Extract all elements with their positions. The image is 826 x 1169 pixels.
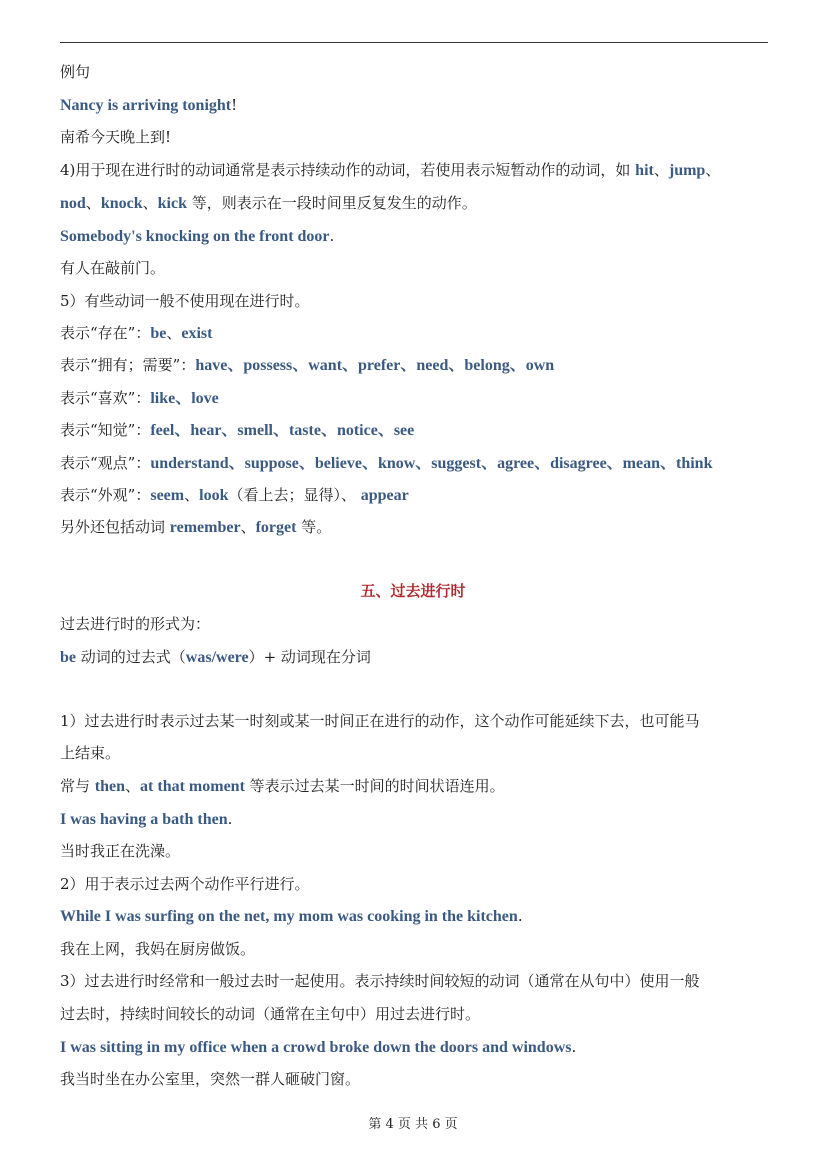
text-line: [60, 453, 712, 474]
english-example: I was sitting in my office when a crowd broke down the doors and windows: [60, 1039, 572, 1056]
text-line: [60, 647, 371, 668]
english-example: then: [94, 778, 126, 795]
english-example: kick: [157, 195, 187, 212]
text-line: [60, 517, 331, 538]
text-line: [60, 874, 310, 894]
english-example: like、love: [150, 390, 219, 407]
text-segment: 3）过去进行时经常和一般过去时一起使用。表示持续时间较短的动词（通常在从句中）使用一般: [60, 972, 700, 990]
text-line: [60, 1037, 576, 1058]
text-segment: .: [227, 810, 233, 828]
text-line: [60, 743, 120, 763]
english-example: Nancy is arriving tonight: [60, 97, 232, 114]
text-segment: 另外还包括动词: [60, 518, 170, 536]
english-example: nod: [60, 195, 86, 212]
text-line: [60, 809, 232, 830]
english-example: hit: [635, 162, 654, 179]
text-line: [60, 971, 700, 991]
text-segment: 表示“存在”：: [60, 324, 151, 342]
english-example: Somebody's knocking on the front door: [60, 228, 330, 245]
text-segment: 等。: [296, 518, 332, 536]
text-segment: 表示“喜欢”：: [60, 389, 151, 407]
text-segment: 、: [240, 518, 256, 536]
text-line: [60, 193, 477, 214]
text-line: [60, 939, 255, 959]
text-segment: （看上去；显得）、: [228, 486, 361, 504]
text-segment: 过去时，持续时间较长的动词（通常在主句中）用过去进行时。: [60, 1005, 481, 1023]
text-segment: 上结束。: [60, 744, 121, 762]
text-line: [60, 614, 210, 634]
english-example: have、possess、want、prefer、need、belong、own: [195, 357, 555, 374]
text-segment: 我在上网，我妈在厨房做饭。: [60, 940, 256, 958]
text-line: [60, 323, 212, 344]
text-segment: 南希今天晚上到!: [60, 128, 172, 146]
text-line: [60, 388, 219, 409]
text-segment: 我当时坐在办公室里，突然一群人砸破门窗。: [60, 1070, 361, 1088]
text-segment: 表示“知觉”：: [60, 421, 151, 439]
text-segment: 五、过去进行时: [360, 582, 466, 600]
text-segment: .: [517, 907, 523, 925]
english-example: appear: [360, 487, 409, 504]
text-segment: 等表示过去某一时间的时间状语连用。: [244, 777, 505, 795]
text-line: [60, 1069, 360, 1089]
english-example: remember: [169, 519, 241, 536]
text-segment: .: [329, 227, 335, 245]
text-segment: !: [231, 96, 238, 114]
text-line: [60, 1004, 480, 1024]
text-segment: 动词的过去式（: [76, 648, 186, 666]
text-line: [60, 95, 237, 116]
text-segment: 2）用于表示过去两个动作平行进行。: [60, 875, 310, 893]
text-line: [60, 291, 310, 311]
text-segment: 、: [184, 486, 200, 504]
text-line: [60, 841, 180, 861]
english-example: understand、suppose、believe、know、suggest、agree、disagree、mean、think: [150, 455, 713, 472]
text-line: [60, 160, 720, 181]
text-segment: 、: [85, 194, 101, 212]
english-example: was/were: [185, 649, 249, 666]
text-line: [60, 127, 171, 147]
text-segment: 、: [125, 777, 141, 795]
text-segment: 过去进行时的形式为：: [60, 615, 211, 633]
text-segment: 4)用于现在进行时的动词通常是表示持续动作的动词，若使用表示短暂动作的动词，如: [60, 161, 636, 179]
text-segment: 表示“拥有；需要”：: [60, 356, 196, 374]
english-example: knock: [100, 195, 143, 212]
text-segment: 5）有些动词一般不使用现在进行时。: [60, 292, 310, 310]
text-segment: 1）过去进行时表示过去某一时刻或某一时间正在进行的动作，这个动作可能延续下去，也可能马: [60, 712, 700, 730]
text-segment: 表示“观点”：: [60, 454, 151, 472]
text-line: [60, 776, 505, 797]
text-line: [60, 62, 90, 82]
text-line: [60, 906, 523, 927]
english-example: jump: [668, 162, 706, 179]
text-segment: 、: [653, 161, 669, 179]
english-example: look: [199, 487, 229, 504]
text-line: [60, 355, 554, 376]
text-segment: 例句: [60, 63, 91, 81]
page-footer: 第 4 页 共 6 页: [368, 1117, 458, 1132]
english-example: I was having a bath then: [60, 811, 228, 828]
text-segment: 常与: [60, 777, 95, 795]
text-segment: 、: [142, 194, 158, 212]
section-heading: [0, 581, 826, 601]
english-example: be: [60, 649, 76, 666]
text-segment: 有人在敲前门。: [60, 259, 166, 277]
text-segment: 表示“外观”：: [60, 486, 151, 504]
english-example: exist: [181, 325, 213, 342]
text-line: [60, 226, 334, 247]
text-line: [60, 711, 700, 731]
english-example: be: [150, 325, 167, 342]
english-example: While I was surfing on the net, my mom was cooking in the kitchen: [60, 908, 518, 925]
english-example: forget: [255, 519, 297, 536]
text-segment: 当时我正在洗澡。: [60, 842, 181, 860]
text-segment: 、: [705, 161, 721, 179]
text-line: [60, 258, 165, 278]
text-line: [60, 420, 414, 441]
text-segment: .: [571, 1038, 577, 1056]
english-example: seem: [150, 487, 185, 504]
text-line: [60, 485, 409, 506]
text-segment: 等，则表示在一段时间里反复发生的动作。: [186, 194, 477, 212]
header-rule: [60, 42, 768, 43]
english-example: feel、hear、smell、taste、notice、see: [150, 422, 415, 439]
text-segment: 、: [166, 324, 182, 342]
english-example: at that moment: [140, 778, 245, 795]
text-segment: ）+ 动词现在分词: [248, 648, 371, 666]
